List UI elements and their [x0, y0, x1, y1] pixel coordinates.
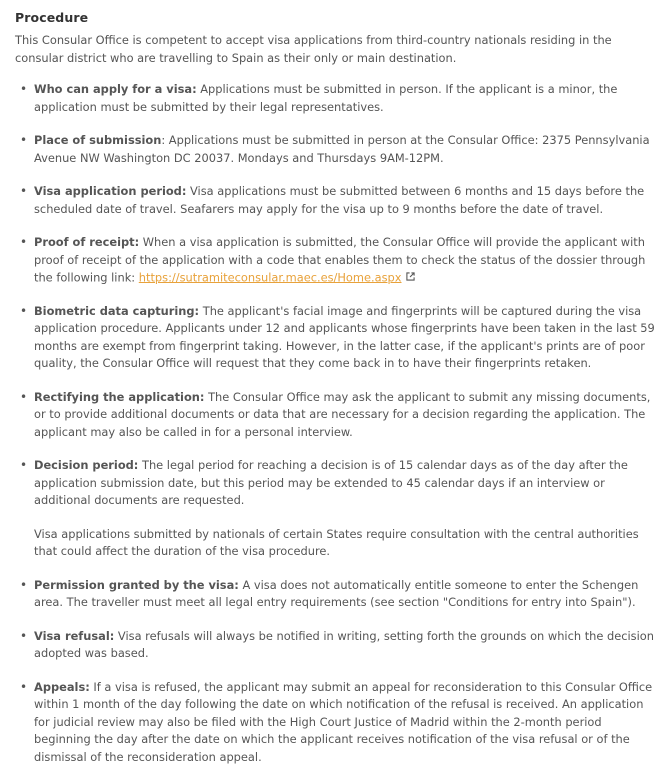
bullet-icon: • — [20, 82, 28, 96]
external-link-icon[interactable] — [406, 269, 415, 287]
list-item-proof-of-receipt — [20, 234, 660, 287]
item-text: A visa does not automatically entitle someone to enter the Schengen area. The traveller must meet all legal entry requirements (see section "Conditions for entry into Spain"). — [34, 577, 639, 610]
list-item-visa-refusal — [20, 628, 660, 663]
list-item-permission — [20, 577, 660, 612]
item-label: Proof of receipt: — [34, 235, 140, 249]
item-label: Biometric data capturing: — [34, 303, 200, 318]
item-label: Decision period: — [34, 458, 139, 473]
bullet-icon: • — [20, 458, 28, 473]
list-item-appeals — [20, 679, 660, 766]
item-label: Place of submission — [34, 133, 162, 147]
bullet-icon: • — [20, 679, 28, 694]
list-item-who-can-apply — [20, 81, 660, 116]
bullet-icon: • — [20, 389, 28, 404]
item-text: The applicant's facial image and fingerprints will be captured during the visa application procedure. Applicants under 12 and applicants whose fingerprints have been taken in the last 59 months are exempt from fingerprint taking. However, in the latter case, if the applicant's prints are of poor quality, the Consular Office will request that they come back in to have their fingerprints retaken. — [34, 303, 655, 371]
list-item-rectifying — [20, 389, 660, 442]
list-item-place-of-submission — [20, 132, 660, 167]
bullet-icon: • — [20, 577, 28, 592]
item-label: Rectifying the application: — [34, 389, 205, 404]
bullet-icon: • — [20, 303, 28, 318]
item-label: Permission granted by the visa: — [34, 577, 239, 592]
item-text: When a visa application is submitted, the Consular Office will provide the applicant with proof of receipt of the application with a code that enables them to check the status of the dossier through the following link: — [34, 235, 646, 285]
item-label: Appeals: — [34, 679, 90, 694]
item-label: Visa refusal: — [34, 628, 115, 643]
item-label: Visa application period: — [34, 184, 187, 198]
bullet-icon: • — [20, 235, 28, 249]
intro-paragraph: This Consular Office is competent to accept visa applications from third-country nationals residing in the consular district who are travelling to Spain as their only or main destination. — [15, 33, 612, 65]
status-check-link[interactable]: https://sutramiteconsular.maec.es/Home.aspx — [138, 270, 402, 285]
list-item-application-period — [20, 183, 660, 218]
bullet-icon: • — [20, 184, 28, 198]
section-heading: Procedure — [15, 10, 89, 25]
item-text: If a visa is refused, the applicant may submit an appeal for reconsideration to this Consular Office within 1 month of the day following the date on which notification of the refusal is received. An application for judicial review may also be filed with the High Court Justice of Madrid within the 2-month period beginning the day after the date on which the applicant receives notification of the visa refusal or of the dismissal of the reconsideration appeal. — [34, 679, 653, 764]
list-item-biometric-data — [20, 303, 660, 373]
item-text: Applications must be submitted in person. If the applicant is a minor, the application must be submitted by their legal representatives. — [34, 82, 618, 114]
item-text: The Consular Office may ask the applicant to submit any missing documents, or to provide additional documents or data that are necessary for a decision regarding the application. The applicant may also be called in for a personal interview. — [34, 389, 651, 439]
list-item-decision-period — [20, 457, 660, 561]
bullet-icon: • — [20, 628, 28, 643]
item-text: Visa applications must be submitted between 6 months and 15 days before the scheduled date of travel. Seafarers may apply for the visa up to 9 months before the date of travel. — [34, 184, 645, 216]
item-label: Who can apply for a visa: — [34, 82, 197, 96]
procedure-list — [15, 81, 660, 766]
item-text: Visa refusals will always be notified in writing, setting forth the grounds on which the decision adopted was based. — [34, 628, 654, 661]
bullet-icon: • — [20, 133, 28, 147]
item-text: The legal period for reaching a decision is of 15 calendar days as of the day after the application submission date, but this period may be extended to 45 calendar days if an interview or additional documents are requested. — [34, 458, 628, 508]
item-extra-paragraph: Visa applications submitted by nationals of certain States require consultation with the central authorities that could affect the duration of the visa procedure. — [34, 526, 639, 559]
item-text: : Applications must be submitted in person at the Consular Office: 2375 Pennsylvania Avenue NW Washington DC 20037. Mondays and Thursdays 9AM-12PM. — [34, 133, 650, 165]
